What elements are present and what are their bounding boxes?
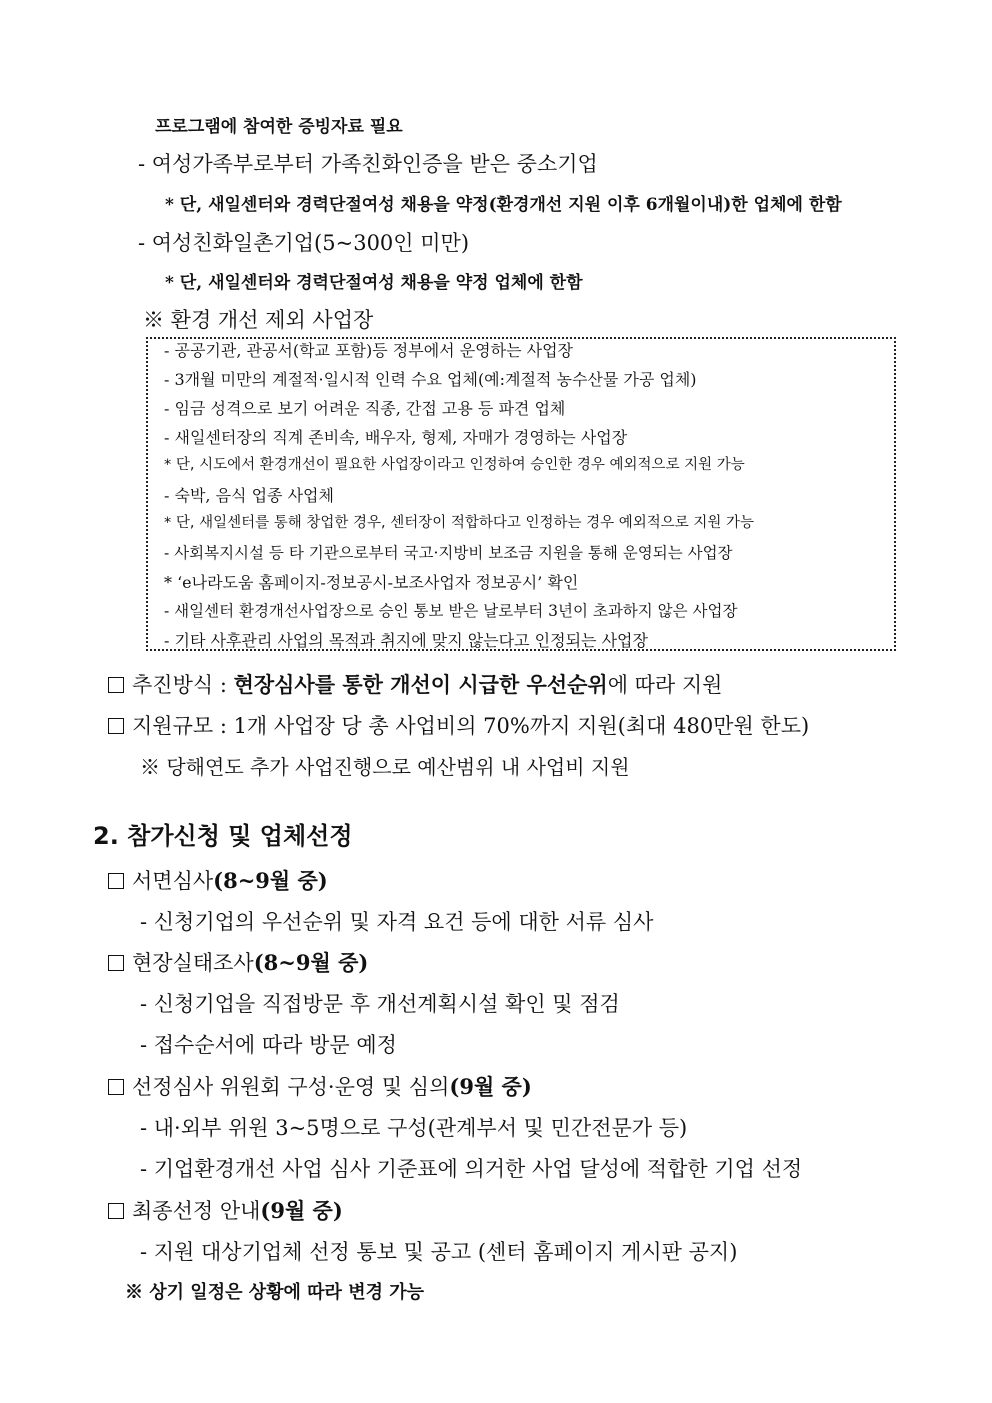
doc-review-detail: - 신청기업의 우선순위 및 자격 요건 등에 대한 서류 심사 xyxy=(140,910,654,934)
final-detail: - 지원 대상기업체 선정 통보 및 공고 (센터 홈페이지 게시판 공지) xyxy=(140,1240,738,1264)
site-survey-line xyxy=(108,950,368,976)
method-prefix: 추진방식 : xyxy=(132,673,234,697)
exclusion-item: * 단, 새일센터를 통해 창업한 경우, 센터장이 적합하다고 인정하는 경우 예외적으로 지원 가능 xyxy=(164,515,755,531)
exclusion-item: - 임금 성격으로 보기 어려운 직종, 간접 고용 등 파견 업체 xyxy=(164,399,566,418)
final-line xyxy=(108,1198,343,1224)
top-line-5: * 단, 새일센터와 경력단절여성 채용을 약정 업체에 한함 xyxy=(165,273,583,293)
scale-note: ※ 당해연도 추가 사업진행으로 예산범위 내 사업비 지원 xyxy=(140,755,630,779)
final-period: (9월 중) xyxy=(260,1198,343,1223)
exclusion-heading: ※ 환경 개선 제외 사업장 xyxy=(143,308,374,332)
site-survey-detail-2: - 접수순서에 따라 방문 예정 xyxy=(140,1033,397,1057)
scale-text: 지원규모 : 1개 사업장 당 총 사업비의 70%까지 지원(최대 480만원 한도) xyxy=(132,714,810,738)
top-line-4: - 여성친화일촌기업(5~300인 미만) xyxy=(138,231,470,255)
committee-detail-2: - 기업환경개선 사업 심사 기준표에 의거한 사업 달성에 적합한 기업 선정 xyxy=(140,1157,803,1181)
committee-line xyxy=(108,1074,532,1100)
scale-line xyxy=(108,714,809,739)
exclusion-item: - 3개월 미만의 계절적·일시적 인력 수요 업체(예:계절적 농수산물 가공 업체) xyxy=(164,370,697,389)
checkbox-square-icon xyxy=(108,1203,124,1219)
checkbox-square-icon xyxy=(108,718,124,734)
section-title: 2. 참가신청 및 업체선정 xyxy=(93,822,353,850)
doc-review-line xyxy=(108,868,328,894)
checkbox-square-icon xyxy=(108,677,124,693)
doc-review-period: (8~9월 중) xyxy=(213,868,328,893)
exclusion-item: * ‘e나라도움 홈페이지-정보공시-보조사업자 정보공시’ 확인 xyxy=(164,573,579,592)
site-survey-detail-1: - 신청기업을 직접방문 후 개선계획시설 확인 및 점검 xyxy=(140,992,620,1016)
checkbox-square-icon xyxy=(108,873,124,889)
exclusion-item: - 숙박, 음식 업종 사업체 xyxy=(164,486,334,505)
committee-detail-1: - 내·외부 위원 3~5명으로 구성(관계부서 및 민간전문가 등) xyxy=(140,1116,688,1140)
site-survey-label: 현장실태조사 xyxy=(132,951,254,975)
checkbox-square-icon xyxy=(108,955,124,971)
final-label: 최종선정 안내 xyxy=(132,1199,261,1223)
committee-period: (9월 중) xyxy=(449,1074,532,1099)
method-line xyxy=(108,672,722,698)
exclusion-box xyxy=(146,337,896,651)
top-line-1: 프로그램에 참여한 증빙자료 필요 xyxy=(155,117,403,137)
exclusion-item: - 기타 사후관리 사업의 목적과 취지에 맞지 않는다고 인정되는 사업장 xyxy=(164,631,648,650)
exclusion-item: - 사회복지시설 등 타 기관으로부터 국고·지방비 보조금 지원을 통해 운영되는 사업장 xyxy=(164,544,733,562)
checkbox-square-icon xyxy=(108,1079,124,1095)
site-survey-period: (8~9월 중) xyxy=(253,950,369,975)
exclusion-item: * 단, 시도에서 환경개선이 필요한 사업장이라고 인정하여 승인한 경우 예외적으로 지원 가능 xyxy=(164,457,745,473)
doc-review-label: 서면심사 xyxy=(132,869,214,893)
top-line-2: - 여성가족부로부터 가족친화인증을 받은 중소기업 xyxy=(138,152,598,176)
committee-label: 선정심사 위원회 구성·운영 및 심의 xyxy=(132,1075,450,1099)
exclusion-item: - 공공기관, 관공서(학교 포함)등 정부에서 운영하는 사업장 xyxy=(164,341,573,360)
method-bold: 현장심사를 통한 개선이 시급한 우선순위 xyxy=(233,672,608,697)
schedule-footnote: ※ 상기 일정은 상황에 따라 변경 가능 xyxy=(125,1282,425,1303)
method-suffix: 에 따라 지원 xyxy=(607,673,723,697)
exclusion-item: - 새일센터 환경개선사업장으로 승인 통보 받은 날로부터 3년이 초과하지 않은 사업장 xyxy=(164,602,738,620)
top-line-3: * 단, 새일센터와 경력단절여성 채용을 약정(환경개선 지원 이후 6개월이내)한 업체에 한함 xyxy=(165,195,842,215)
exclusion-item: - 새일센터장의 직계 존비속, 배우자, 형제, 자매가 경영하는 사업장 xyxy=(164,428,628,447)
